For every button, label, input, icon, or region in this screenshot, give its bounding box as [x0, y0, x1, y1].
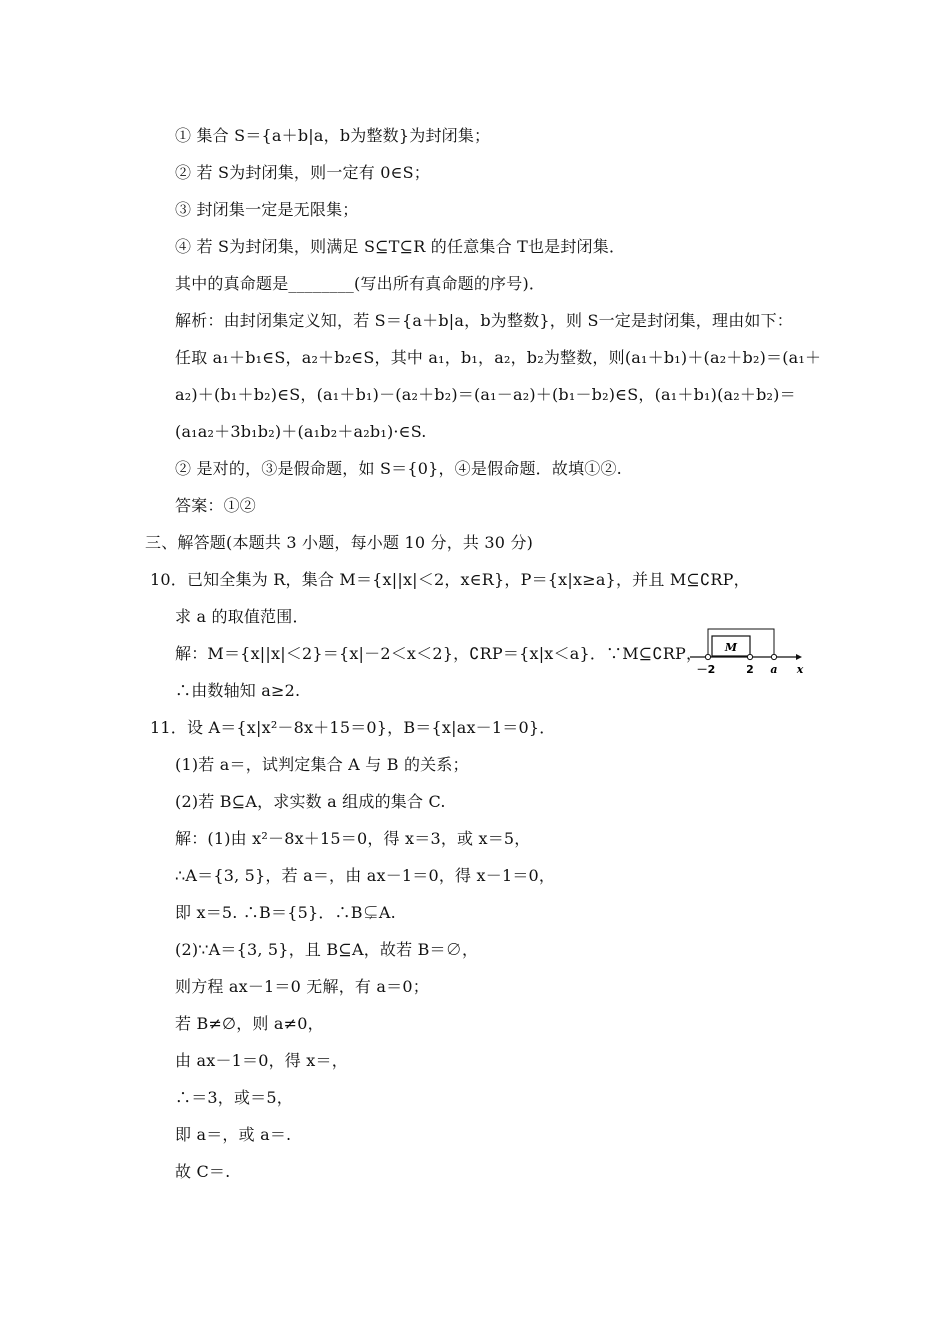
problem-10: 10．已知全集为 R，集合 M＝{x||x|＜2，x∈R}，P＝{x|x≥a}，并且 M⊆∁RP，	[150, 570, 750, 589]
point-a	[771, 654, 776, 659]
point-2	[747, 654, 752, 659]
solution-line-9: 即 a＝，或 a＝.	[175, 1125, 292, 1144]
statement-3: ③ 封闭集一定是无限集；	[175, 200, 359, 219]
solution-line-5: 则方程 ax－1＝0 无解，有 a＝0；	[175, 977, 429, 996]
solution-line-4: (2)∵A＝{3, 5}，且 B⊆A，故若 B＝∅，	[175, 940, 479, 959]
statement-4: ④ 若 S为封闭集，则满足 S⊆T⊆R 的任意集合 T也是封闭集．	[175, 237, 626, 256]
axis-label-x: x	[796, 663, 804, 676]
solution-line-8: ∴＝3，或＝5，	[175, 1088, 293, 1107]
solution-line-2: ∴A＝{3, 5}，若 a＝，由 ax－1＝0，得 x－1＝0，	[175, 866, 556, 885]
question-prompt: 其中的真命题是________(写出所有真命题的序号)．	[175, 274, 546, 293]
problem-10-ask: 求 a 的取值范围．	[175, 607, 309, 626]
solution-line-1: 解：(1)由 x²－8x＋15＝0，得 x＝3，或 x＝5，	[175, 829, 531, 848]
analysis-line-4: (a₁a₂＋3b₁b₂)＋(a₁b₂＋a₂b₁)·∈S.	[175, 422, 427, 441]
statement-1: ① 集合 S＝{a＋b|a，b为整数}为封闭集；	[175, 126, 491, 145]
problem-11-part2: (2)若 B⊆A，求实数 a 组成的集合 C.	[175, 792, 446, 811]
solution-line-7: 由 ax－1＝0，得 x＝，	[175, 1051, 348, 1070]
analysis-conclusion: ② 是对的，③是假命题，如 S＝{0}，④是假命题．故填①②.	[175, 459, 622, 478]
number-line-figure	[688, 627, 808, 683]
analysis-line-1: 解析：由封闭集定义知，若 S＝{a＋b|a，b为整数}，则 S一定是封闭集，理由如下：	[175, 311, 794, 330]
answer-line: 答案：①②	[175, 496, 257, 515]
problem-11-part1: (1)若 a＝，试判定集合 A 与 B 的关系；	[175, 755, 469, 774]
tick-label-minus2: －2	[696, 663, 716, 676]
section-heading: 三、解答题(本题共 3 小题，每小题 10 分，共 30 分)	[145, 533, 534, 552]
m-label: M	[724, 641, 738, 654]
analysis-line-3: a₂)＋(b₁＋b₂)∈S，(a₁＋b₁)－(a₂＋b₂)＝(a₁－a₂)＋(b₁－b₂)∈S，(a₁＋b₁)(a₂＋b₂)＝	[175, 385, 796, 404]
axis-arrow	[796, 654, 802, 660]
tick-label-2: 2	[746, 663, 754, 676]
problem-11: 11．设 A＝{x|x²－8x＋15＝0}，B＝{x|ax－1＝0}．	[150, 718, 556, 737]
point-minus2	[705, 654, 710, 659]
statement-2: ② 若 S为封闭集，则一定有 0∈S；	[175, 163, 431, 182]
problem-10-conclusion: ∴由数轴知 a≥2.	[175, 681, 301, 700]
solution-line-3: 即 x＝5. ∴B＝{5}．∴B⊊A.	[175, 903, 396, 922]
solution-line-6: 若 B≠∅，则 a≠0，	[175, 1014, 324, 1033]
problem-10-solution: 解：M＝{x||x|＜2}＝{x|－2＜x＜2}，∁RP＝{x|x＜a}．∵M⊆∁RP，	[175, 644, 703, 663]
tick-label-a: a	[770, 663, 778, 676]
solution-line-10: 故 C＝.	[175, 1162, 231, 1181]
analysis-line-2: 任取 a₁＋b₁∈S，a₂＋b₂∈S，其中 a₁，b₁，a₂，b₂为整数，则(a₁＋b₁)＋(a₂＋b₂)＝(a₁＋	[175, 348, 822, 367]
